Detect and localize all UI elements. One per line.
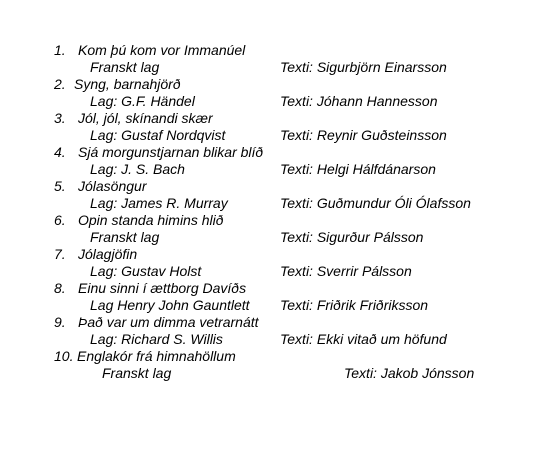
- song-9-title-line: [54, 314, 259, 331]
- song-2-melody: Lag: G.F. Händel: [90, 93, 195, 109]
- song-9-lyricist: Texti: Ekki vitað um höfund: [280, 331, 447, 347]
- song-number: 9.: [54, 314, 66, 330]
- song-title: Það var um dimma vetrarnátt: [78, 314, 259, 330]
- song-3-melody: Lag: Gustaf Nordqvist: [90, 127, 226, 143]
- song-10-melody: Franskt lag: [102, 365, 172, 381]
- song-8-lyricist: Texti: Friðrik Friðriksson: [280, 297, 429, 313]
- song-number: 8.: [54, 280, 66, 296]
- song-5-lyricist: Texti: Guðmundur Óli Ólafsson: [280, 195, 471, 211]
- song-title: Sjá morgunstjarnan blikar blíð: [78, 144, 264, 160]
- song-title: Jólasöngur: [78, 178, 147, 194]
- song-number: 2.: [54, 76, 66, 92]
- song-6-title-line: [54, 212, 224, 229]
- song-title: Syng, barnahjörð: [74, 76, 181, 92]
- song-4-title-line: [54, 144, 263, 161]
- song-9-melody: Lag: Richard S. Willis: [90, 331, 223, 347]
- song-6-lyricist: Texti: Sigurður Pálsson: [280, 229, 424, 245]
- song-title: Jólagjöfin: [78, 246, 138, 262]
- song-number: 3.: [54, 110, 66, 126]
- song-10-lyricist: Texti: Jakob Jónsson: [344, 365, 475, 381]
- song-1-lyricist: Texti: Sigurbjörn Einarsson: [280, 59, 447, 75]
- song-3-lyricist: Texti: Reynir Guðsteinsson: [280, 127, 447, 143]
- song-number: 1.: [54, 42, 66, 58]
- song-10-title-line: [54, 348, 236, 365]
- song-6-melody: Franskt lag: [90, 229, 160, 245]
- song-7-melody: Lag: Gustav Holst: [90, 263, 202, 279]
- song-title: Einu sinni í ættborg Davíðs: [78, 280, 247, 296]
- song-4-melody: Lag: J. S. Bach: [90, 161, 185, 177]
- song-title: Englakór frá himnahöllum: [77, 348, 236, 364]
- song-title: Kom þú kom vor Immanúel: [78, 42, 246, 58]
- song-1-melody: Franskt lag: [90, 59, 160, 75]
- song-number: 7.: [54, 246, 66, 262]
- song-title: Opin standa himins hlið: [78, 212, 224, 228]
- song-1-title-line: [54, 42, 245, 59]
- song-8-title-line: [54, 280, 246, 297]
- song-2-title-line: [54, 76, 181, 93]
- song-5-melody: Lag: James R. Murray: [90, 195, 228, 211]
- song-5-title-line: [54, 178, 147, 195]
- song-number: 4.: [54, 144, 66, 160]
- song-number: 5.: [54, 178, 66, 194]
- song-number: 10.: [54, 348, 74, 364]
- song-2-lyricist: Texti: Jóhann Hannesson: [280, 93, 438, 109]
- song-3-title-line: [54, 110, 213, 127]
- song-title: Jól, jól, skínandi skær: [78, 110, 213, 126]
- song-number: 6.: [54, 212, 66, 228]
- song-8-melody: Lag Henry John Gauntlett: [90, 297, 250, 313]
- song-4-lyricist: Texti: Helgi Hálfdánarson: [280, 161, 436, 177]
- song-7-title-line: [54, 246, 137, 263]
- song-7-lyricist: Texti: Sverrir Pálsson: [280, 263, 412, 279]
